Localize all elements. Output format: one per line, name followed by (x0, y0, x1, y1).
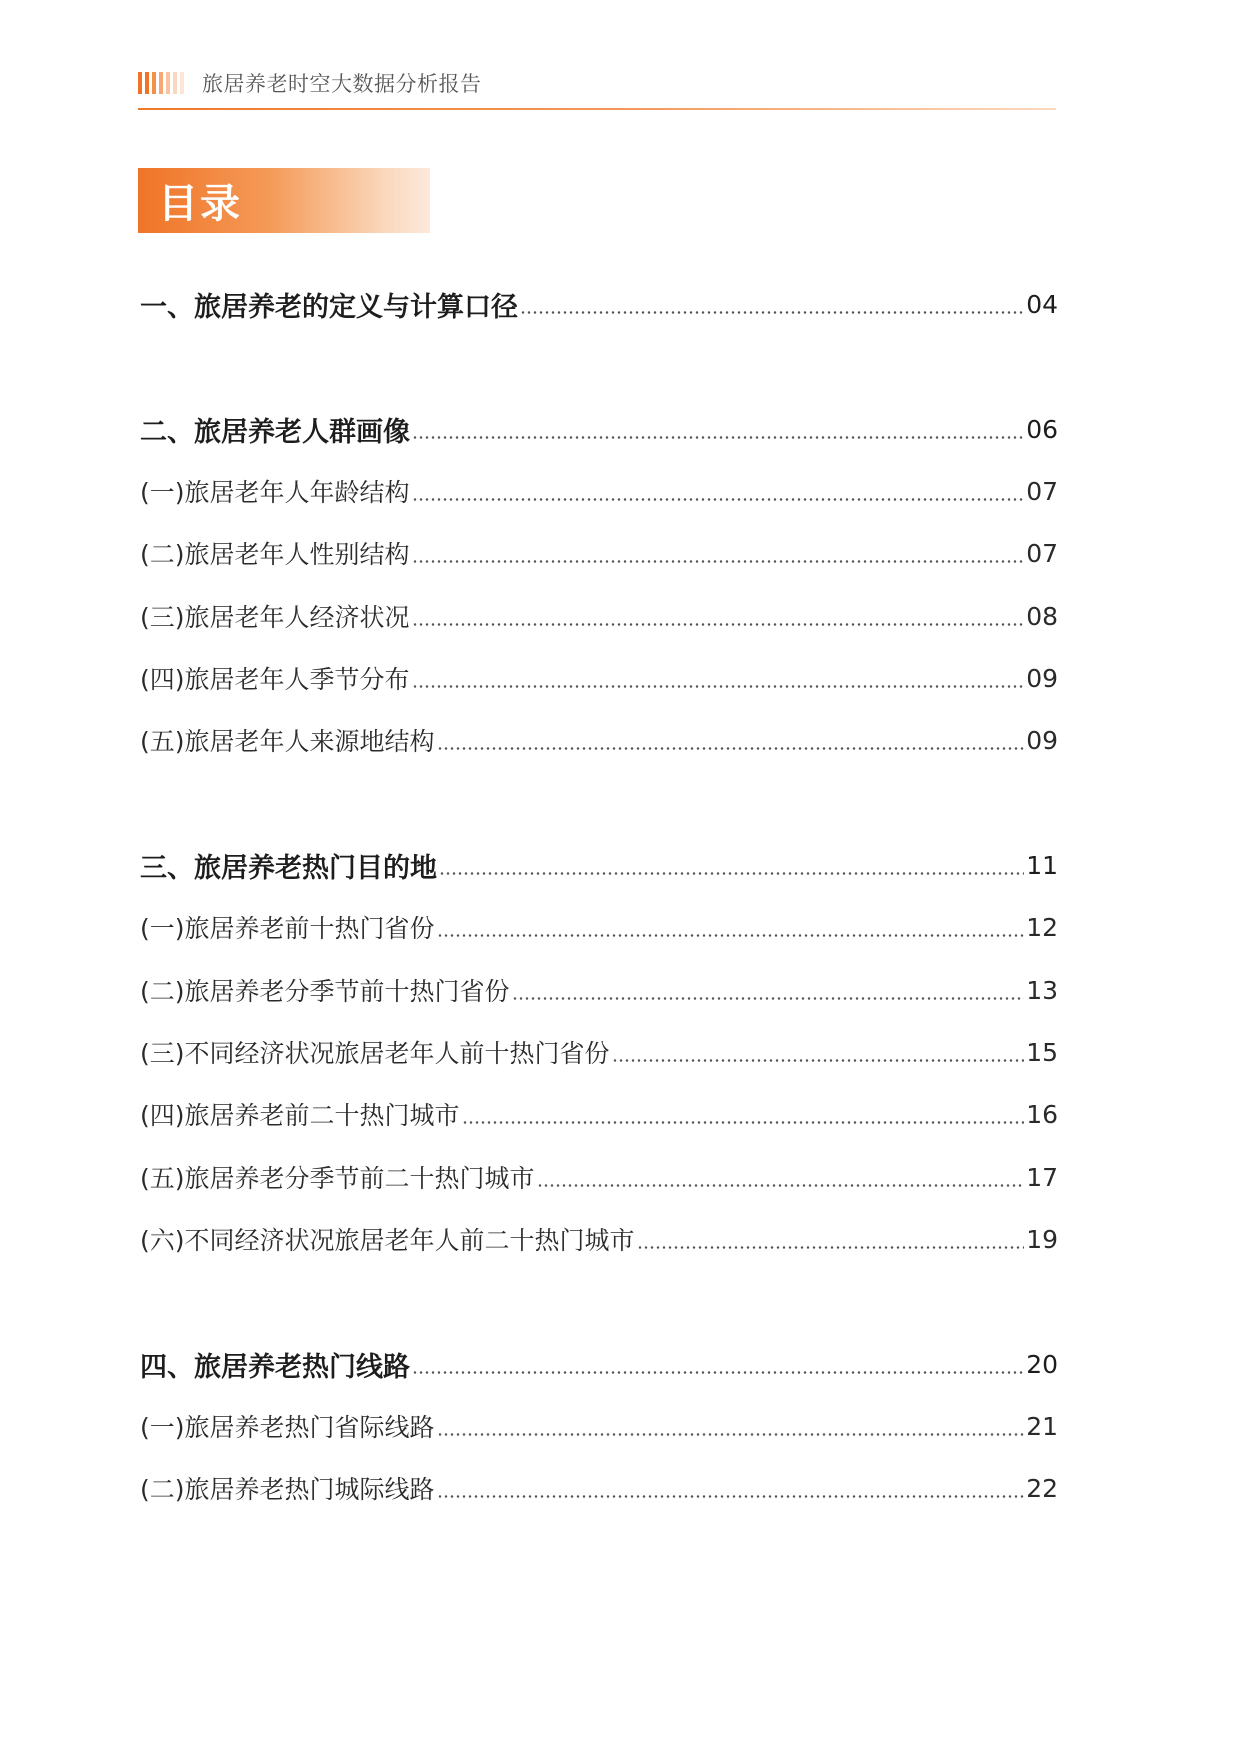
toc-entry-page: 09 (1026, 725, 1058, 755)
toc-entry[interactable] (140, 596, 1058, 636)
dot-leader (612, 1059, 1025, 1062)
dot-leader (439, 872, 1024, 875)
toc-entry[interactable] (140, 409, 1058, 449)
dot-leader (437, 934, 1025, 937)
toc-entry-page: 08 (1026, 601, 1058, 631)
dot-leader (412, 436, 1024, 439)
toc-entry-page: 07 (1026, 476, 1058, 506)
page-header (138, 68, 482, 98)
dot-leader (437, 1495, 1025, 1498)
toc-entry-label: 四、旅居养老热门线路 (140, 1351, 410, 1383)
toc-entry-label: (六)不同经济状况旅居老年人前二十热门城市 (140, 1226, 635, 1255)
toc-entry-page: 11 (1026, 850, 1058, 880)
dot-leader (520, 311, 1024, 314)
toc-entry-page: 13 (1026, 975, 1058, 1005)
toc-entry[interactable] (140, 658, 1058, 698)
toc-entry-label: (二)旅居老年人性别结构 (140, 540, 410, 569)
toc-entry-label: (五)旅居养老分季节前二十热门城市 (140, 1164, 535, 1193)
toc-entry-label: (一)旅居养老前十热门省份 (140, 914, 435, 943)
dot-leader (462, 1121, 1025, 1124)
toc-entry-label: (四)旅居老年人季节分布 (140, 665, 410, 694)
toc-entry-label: 一、旅居养老的定义与计算口径 (140, 291, 518, 323)
toc-entry-page: 12 (1026, 912, 1058, 942)
dot-leader (437, 1433, 1025, 1436)
toc-entry[interactable] (140, 1468, 1058, 1508)
toc-entry-page: 22 (1026, 1473, 1058, 1503)
toc-entry[interactable] (140, 1094, 1058, 1134)
dot-leader (637, 1246, 1025, 1249)
toc-entry[interactable] (140, 907, 1058, 947)
dot-leader (412, 1371, 1024, 1374)
toc-entry-label: (二)旅居养老热门城际线路 (140, 1475, 435, 1504)
toc-entry-label: (一)旅居老年人年龄结构 (140, 478, 410, 507)
toc-entry-page: 09 (1026, 663, 1058, 693)
toc-entry[interactable] (140, 1219, 1058, 1259)
toc-entry-label: 三、旅居养老热门目的地 (140, 852, 437, 884)
toc-entry[interactable] (140, 845, 1058, 885)
report-title: 旅居养老时空大数据分析报告 (202, 72, 482, 96)
toc-entry-page: 04 (1026, 289, 1058, 319)
dot-leader (412, 685, 1025, 688)
toc-entry-page: 16 (1026, 1099, 1058, 1129)
toc-entry-page: 21 (1026, 1411, 1058, 1441)
toc-entry-label: 二、旅居养老人群画像 (140, 416, 410, 448)
toc-entry-label: (三)不同经济状况旅居老年人前十热门省份 (140, 1039, 610, 1068)
toc-heading: 目录 (158, 181, 242, 227)
toc-entry-page: 15 (1026, 1037, 1058, 1067)
dot-leader (537, 1184, 1025, 1187)
toc-heading-banner (138, 168, 430, 233)
dot-leader (412, 560, 1025, 563)
toc-entry-page: 19 (1026, 1224, 1058, 1254)
toc-entry[interactable] (140, 1157, 1058, 1197)
toc-entry[interactable] (140, 471, 1058, 511)
toc-entry[interactable] (140, 533, 1058, 573)
toc-entry[interactable] (140, 1406, 1058, 1446)
toc-entry[interactable] (140, 970, 1058, 1010)
toc-entry-label: (四)旅居养老前二十热门城市 (140, 1101, 460, 1130)
dot-leader (512, 997, 1025, 1000)
toc-entry-page: 17 (1026, 1162, 1058, 1192)
toc-entry-label: (一)旅居养老热门省际线路 (140, 1413, 435, 1442)
toc-entry-label: (三)旅居老年人经济状况 (140, 603, 410, 632)
toc-entry-label: (五)旅居老年人来源地结构 (140, 727, 435, 756)
toc-entry[interactable] (140, 720, 1058, 760)
header-stripes-logo (138, 72, 184, 94)
toc-entry-page: 06 (1026, 414, 1058, 444)
dot-leader (412, 498, 1025, 501)
toc-entry[interactable] (140, 1032, 1058, 1072)
toc-entry-page: 07 (1026, 538, 1058, 568)
toc-entry[interactable] (140, 284, 1058, 324)
header-divider (138, 108, 1056, 110)
toc-entry[interactable] (140, 1344, 1058, 1384)
dot-leader (412, 623, 1025, 626)
toc-entry-label: (二)旅居养老分季节前十热门省份 (140, 977, 510, 1006)
toc-entry-page: 20 (1026, 1349, 1058, 1379)
dot-leader (437, 747, 1025, 750)
